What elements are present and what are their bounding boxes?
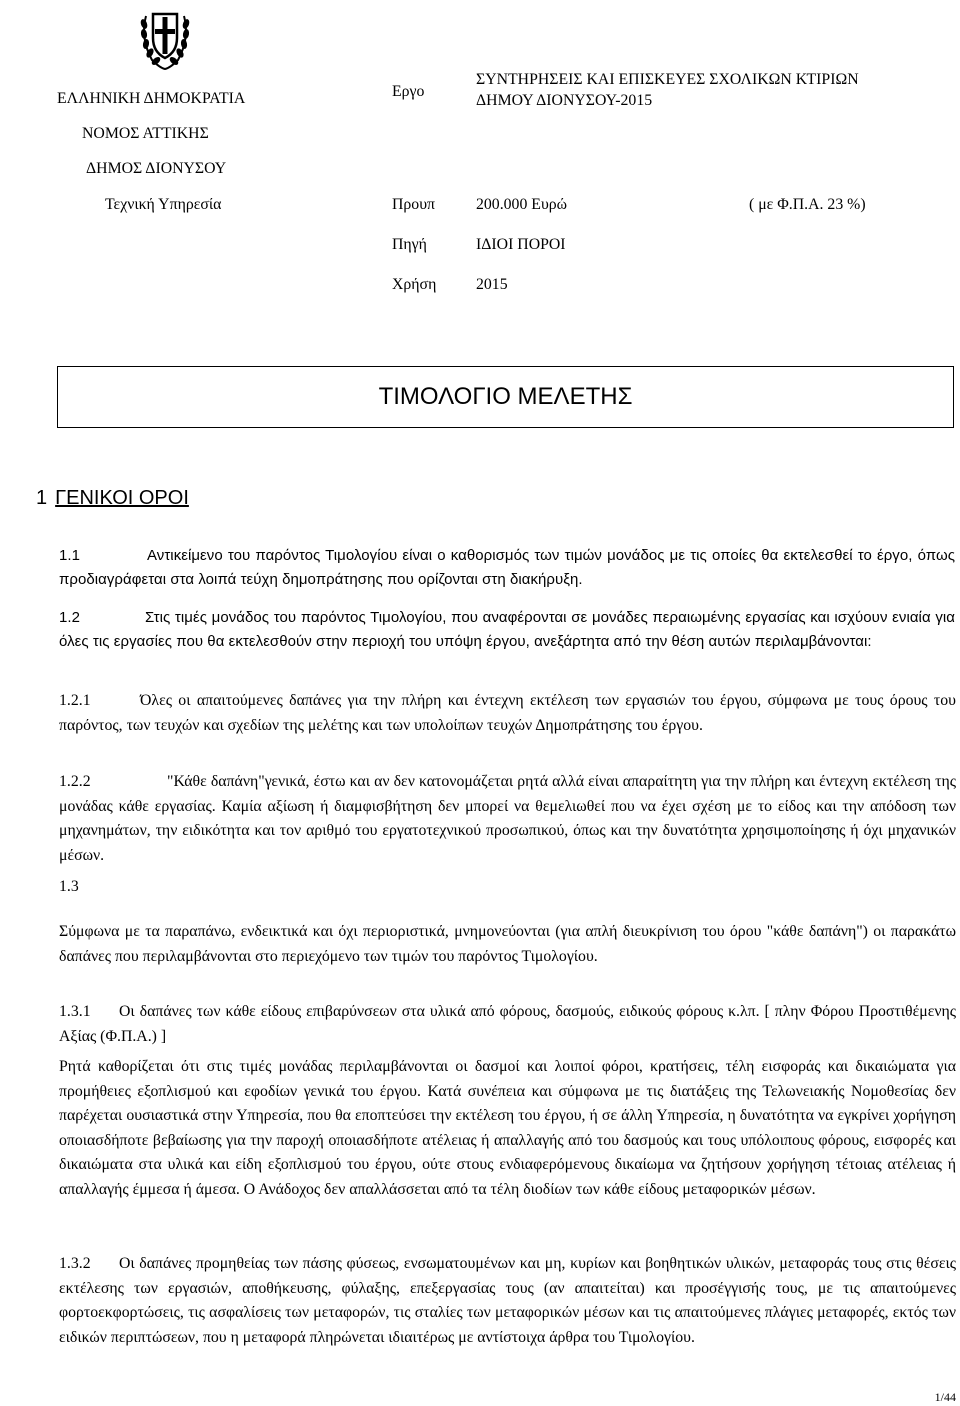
prefecture-name: ΝΟΜΟΣ ΑΤΤΙΚΗΣ bbox=[82, 125, 209, 142]
project-title-line2: ΔΗΜΟΥ ΔΙΟΝΥΣΟΥ-2015 bbox=[476, 92, 653, 109]
paragraph-number: 1.3.1 bbox=[59, 1003, 91, 1020]
budget-vat-note: ( με Φ.Π.Α. 23 %) bbox=[749, 196, 866, 213]
paragraph-1-2 bbox=[59, 606, 955, 654]
source-label: Πηγή bbox=[392, 236, 427, 253]
paragraph-text: Όλες οι απαιτούμενες δαπάνες για την πλήρη και έντεχνη εκτέλεση των εργασιών του έργου, σύμφωνα με τους όρους του παρόντος, των τευχών και σχεδίων της μελέτης και των υπολοίπων τευχών Δημοπράτησης του έργου. bbox=[59, 692, 956, 734]
paragraph-text: "Κάθε δαπάνη"γενικά, έστω και αν δεν κατονομάζεται ρητά αλλά είναι απαραίτητη για την πλήρη και έντεχνη εκτέλεση της μονάδας κάθε εργασίας. Καμία αξίωση ή διαμφισβήτηση δεν μπορεί να θεμελιωθεί που να έχει σχέση με το είδος και την απόδοση των μηχανημάτων, την ειδικότητα και τον αριθμό του εργατοτεχνικού προσωπικού, όπως και την δυνατότητα χρησιμοποίησης ή όχι μηχανικών μέσων. bbox=[59, 773, 956, 864]
greek-coat-of-arms-icon bbox=[138, 2, 192, 72]
paragraph-number: 1.1 bbox=[59, 547, 81, 564]
budget-value: 200.000 Ευρώ bbox=[476, 196, 568, 213]
paragraph-text: Οι δαπάνες προμηθείας των πάσης φύσεως, ενσωματουμένων και μη, κυρίων και βοηθητικών υλικών, μεταφοράς τους στις θέσεις εκτέλεσης των εργασιών, αποθήκευσης, φύλαξης, επεξεργασίας τους (αν απαιτείται) και προσέγγισής τους, με τις απαιτούμενες φορτοεκφορτώσεις, τις ασφαλίσεις των μεταφορών, τις σταλίες των μεταφορικών μέσων και τις απαιτούμενες πλάγιες μεταφορές, εκτός των ειδικών περιπτώσεων, που η μεταφορά πληρώνεται ιδιαιτέρως με αντίστοιχα άρθρα του Τιμολογίου. bbox=[59, 1255, 956, 1346]
paragraph-text: Οι δαπάνες των κάθε είδους επιβαρύνσεων στα υλικά από φόρους, δασμούς, ειδικούς φόρους κ.λπ. [ πλην Φόρου Προστιθέμενης Αξίας (Φ.Π.Α.) ] bbox=[59, 1003, 956, 1045]
source-value: ΙΔΙΟΙ ΠΟΡΟΙ bbox=[476, 236, 566, 253]
paragraph-number: 1.2.2 bbox=[59, 773, 91, 790]
paragraph-number: 1.2.1 bbox=[59, 692, 91, 709]
technical-service: Τεχνική Υπηρεσία bbox=[105, 196, 222, 213]
page-number: 1/44 bbox=[934, 1390, 956, 1404]
paragraph-1-3-2 bbox=[59, 1252, 956, 1350]
paragraph-1-3-1 bbox=[59, 1000, 956, 1049]
document-title: ΤΙΜΟΛΟΓΙΟ ΜΕΛΕΤΗΣ bbox=[378, 383, 633, 410]
paragraph-1-1 bbox=[59, 544, 955, 592]
municipality-name: ΔΗΜΟΣ ΔΙΟΝΥΣΟΥ bbox=[86, 160, 227, 177]
year-value: 2015 bbox=[476, 276, 508, 293]
paragraph-1-3-1-body: Ρητά καθορίζεται ότι στις τιμές μονάδας περιλαμβάνονται οι δασμοί και λοιποί φόροι, κρατήσεις, τέλη εισφοράς και δικαιώματα για προμήθειες εξοπλισμού και εφοδίων γενικά του έργου. Κατά συνέπεια και σύμφωνα με τις διατάξεις της Τελωνειακής Νομοθεσίας δεν παρέχεται ουσιαστικά στην Υπηρεσία, που θα εποπτεύσει την εκτέλεση του έργου, ή σε άλλη Υπηρεσία, η δυνατότητα να εγκρίνει χορήγηση οποιασδήποτε βεβαίωσης για την παροχή οποιασδήποτε ατέλειας ή απαλλαγής από του δασμούς και τους υπόλοιπους φόρους, εισφορές και δικαιώματα στα υλικά και είδη εξοπλισμού του έργου, ούτε στους ενδιαφερόμενους δικαίωμα να ζητήσουν χορήγηση τέτοιας ατέλειας ή απαλλαγής έμμεσα ή άμεσα. Ο Ανάδοχος δεν απαλλάσσεται από τα τέλη διοδίων των κάθε είδους μεταφορικών μέσων. bbox=[59, 1058, 956, 1198]
paragraph-number: 1.3.2 bbox=[59, 1255, 91, 1272]
document-title-box bbox=[57, 366, 954, 428]
paragraph-1-2-2 bbox=[59, 770, 956, 868]
section-number: 1 bbox=[36, 487, 48, 509]
paragraph-text: Αντικείμενο του παρόντος Τιμολογίου είναι ο καθορισμός των τιμών μονάδος με τις οποίες θα εκτελεσθεί το έργο, όπως προδιαγράφεται στα λοιπά τεύχη δημοπράτησης που ορίζονται στη διακήρυξη. bbox=[59, 547, 955, 588]
paragraph-number: 1.2 bbox=[59, 609, 81, 626]
paragraph-1-3-number: 1.3 bbox=[59, 878, 79, 895]
section-title: ΓΕΝΙΚΟΙ ΟΡΟΙ bbox=[55, 487, 189, 509]
project-label: Εργο bbox=[392, 83, 425, 100]
year-label: Χρήση bbox=[392, 276, 437, 293]
paragraph-1-2-1 bbox=[59, 689, 956, 738]
paragraph-1-3-text: Σύμφωνα με τα παραπάνω, ενδεικτικά και όχι περιοριστικά, μνημονεύονται (για απλή διευκρίνιση του όρου "κάθε δαπάνη") οι παρακάτω δαπάνες που περιλαμβάνονται στο περιεχόμενο των τιμών του παρόντος Τιμολογίου. bbox=[59, 923, 956, 965]
budget-label: Προυπ bbox=[392, 196, 435, 213]
section-heading bbox=[36, 487, 189, 510]
paragraph-text: Στις τιμές μονάδος του παρόντος Τιμολογίου, που αναφέρονται σε μονάδες περαιωμένης εργασίας και ισχύουν ενιαία για όλες τις εργασίες που θα εκτελεσθούν στην περιοχή του υπόψη έργου, ανεξάρτητα από την θέση αυτών περιλαμβάνονται: bbox=[59, 609, 955, 650]
project-title-line1: ΣΥΝΤΗΡΗΣΕΙΣ ΚΑΙ ΕΠΙΣΚΕΥΕΣ ΣΧΟΛΙΚΩΝ ΚΤΙΡΙΩΝ bbox=[476, 71, 859, 88]
country-name: ΕΛΛΗΝΙΚΗ ΔΗΜΟΚΡΑΤΙΑ bbox=[57, 90, 246, 107]
